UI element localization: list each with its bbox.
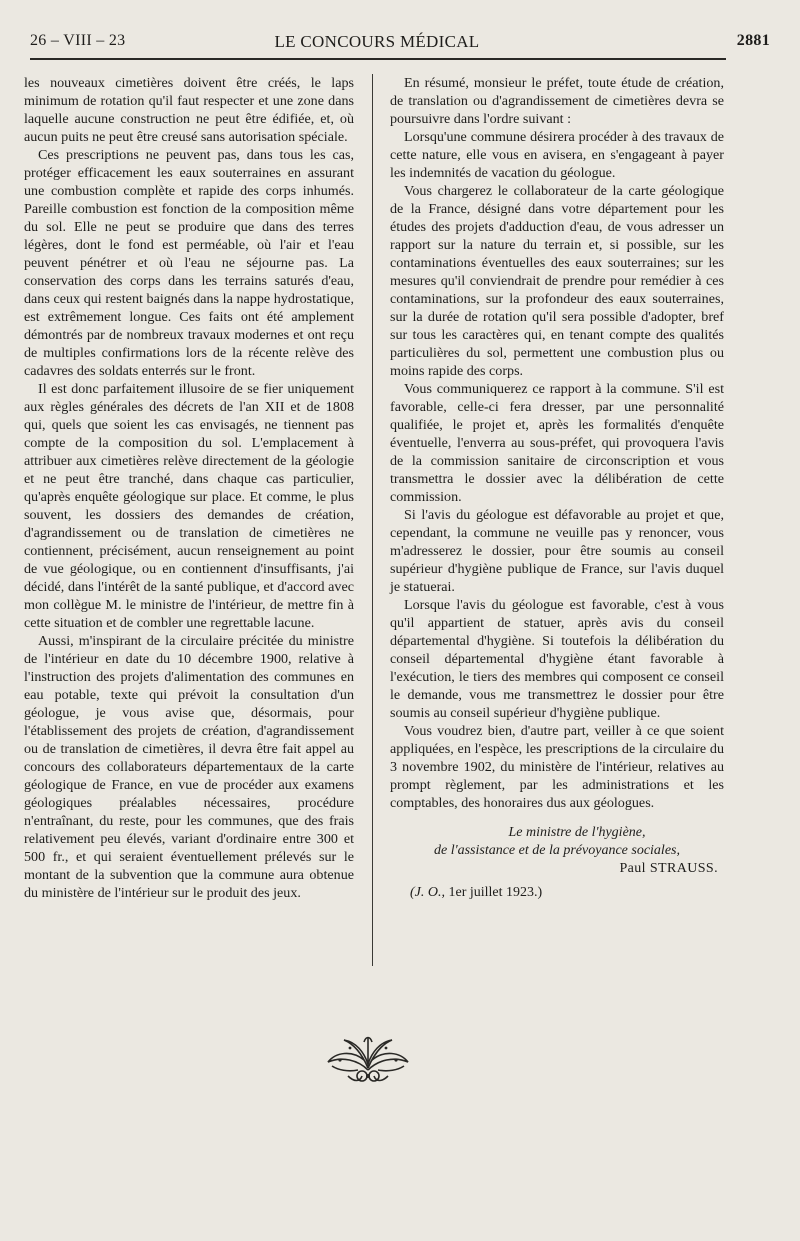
left-column bbox=[24, 74, 354, 902]
paragraph: Lorsqu'une commune désirera procéder à des travaux de cette nature, elle vous en avisera, en s'engageant à payer les indemnités de vacation du géologue. bbox=[390, 129, 724, 181]
right-column bbox=[390, 74, 724, 902]
paragraph: Lorsque l'avis du géologue est favorable, c'est à vous qu'il appartient de statuer, après avis du conseil départemental d'hygiène. Si toutefois la délibération du conseil départemental d'hygiène étant favorable à l'exécution, le tiers des membres qui composent ce conseil le demande, vous me transmettrez le dossier pour être soumis au conseil supérieur d'hygiène publique. bbox=[390, 597, 724, 721]
signature-block bbox=[390, 824, 724, 878]
paragraph: Si l'avis du géologue est défavorable au projet et que, cependant, la commune ne veuille pas y renoncer, vous m'adresserez le dossier, pour être soumis au conseil supérieur d'hygiène publique de France, sur l'avis duquel je statuerai. bbox=[390, 507, 724, 595]
paragraph: Aussi, m'inspirant de la circulaire précitée du ministre de l'intérieur en date du 10 décembre 1900, relative à l'instruction des projets d'alimentation des communes en eau potable, texte qui prévoit la consultation d'un géologue, je vous avise que, désormais, pour l'établissement des projets de création, d'agrandissement ou de translation de cimetières, il devra être fait appel au concours des collaborateurs départementaux de la carte géologique de France, en vue de procéder aux examens géologiques préalables nécessaires, procédure n'entraînant, du reste, pour les communes, que des frais relativement peu élevés, variant d'ordinaire entre 300 et 500 fr., et qui seraient éventuellement prélevés sur le montant de la subvention que la commune aura obtenue du ministère de l'intérieur sur le produit des jeux. bbox=[24, 633, 354, 901]
paragraph: En résumé, monsieur le préfet, toute étude de création, de translation ou d'agrandissement de cimetières devra se poursuivre dans l'ordre suivant : bbox=[390, 75, 724, 127]
signature-subtitle: de l'assistance et de la prévoyance sociales, bbox=[434, 843, 680, 858]
paragraph: Vous communiquerez ce rapport à la commune. S'il est favorable, celle-ci fera dresser, par une personnalité qualifiée, le projet et, après les formalités d'enquête éventuelle, l'enverra au sous-préfet, qui provoquera l'avis de la commission sanitaire de circonscription et vous transmettra le dossier avec la délibération de cette commission. bbox=[390, 381, 724, 505]
page-header bbox=[30, 30, 770, 56]
source-reference bbox=[390, 884, 724, 902]
signature-name: Paul STRAUSS. bbox=[619, 861, 718, 876]
paragraph: Il est donc parfaitement illusoire de se fier uniquement aux règles générales des décrets de l'an XII et de 1808 qui, quels que soient les cas envisagés, ne tiennent pas compte de la composition du sol. L'emplacement à attribuer aux cimetières relève directement de la géologie et ne peut être tranché, dans chaque cas particulier, qu'après enquête géologique sur place. Et comme, le plus souvent, les dossiers des demandes de création, d'agrandissement ou de translation de cimetières ne contiennent, précisément, aucun renseignement au point de vue géologique, ou en contiennent d'insuffisants, j'ai décidé, dans l'intérêt de la santé publique, et d'accord avec mon collègue M. le ministre de l'intérieur, de mettre fin à cette situation et de combler une regrettable lacune. bbox=[24, 381, 354, 631]
column-divider bbox=[372, 74, 373, 966]
header-rule bbox=[30, 58, 726, 60]
floral-ornament-icon bbox=[318, 1030, 418, 1086]
header-date: 26 – VIII – 23 bbox=[30, 32, 126, 49]
paragraph: Vous chargerez le collaborateur de la carte géologique de la France, désigné dans votre département pour les études des projets d'adduction d'eau, de vous adresser un rapport sur la nature du terrain et, si possible, sur les contaminations éventuelles des eaux souterraines; sur les mesures qu'il conviendrait de prendre pour remédier à ces contaminations, sur la profondeur des eaux souterraines, sur la durée de rotation qu'il sera possible d'adopter, bref sur tous les caractères qui, en tenant compte des qualités particulières du sol, permettent une combustion plus ou moins rapide des corps. bbox=[390, 183, 724, 379]
paragraph: les nouveaux cimetières doivent être créés, le laps minimum de rotation qu'il faut respecter et une zone dans laquelle aucune construction ne peut être édifiée, et, où aucun puits ne peut être creusé sans autorisation spéciale. bbox=[24, 75, 354, 145]
source-journal: (J. O., bbox=[410, 885, 445, 900]
signature-title: Le ministre de l'hygiène, bbox=[508, 825, 646, 840]
paragraph: Ces prescriptions ne peuvent pas, dans tous les cas, protéger efficacement les eaux souterraines en assurant une combustion complète et rapide des corps inhumés. Pareille combustion est fonction de la composition même du sol. Elle ne peut se produire que dans des terres légères, dont le fond est perméable, où l'air et l'eau peuvent pénétrer et où l'eau ne séjourne pas. La conservation des corps dans les terrains saturés d'eau, dans ceux qui restent baignés dans la nappe hydrostatique, est extrêmement longue. Ces faits ont été amplement démontrés par de nombreux travaux modernes et ont reçu de multiples confirmations lors de la récente relève des cadavres des soldats enterrés sur le front. bbox=[24, 147, 354, 379]
page-number: 2881 bbox=[736, 32, 770, 49]
source-date: 1er juillet 1923.) bbox=[448, 885, 543, 900]
paragraph: Vous voudrez bien, d'autre part, veiller à ce que soient appliquées, en l'espèce, les prescriptions de la circulaire du 3 novembre 1902, du ministère de l'intérieur, relatives au prompt règlement, par les administrations et les comptables, des honoraires dus aux géologues. bbox=[390, 723, 724, 811]
journal-title: LE CONCOURS MÉDICAL bbox=[274, 32, 480, 51]
